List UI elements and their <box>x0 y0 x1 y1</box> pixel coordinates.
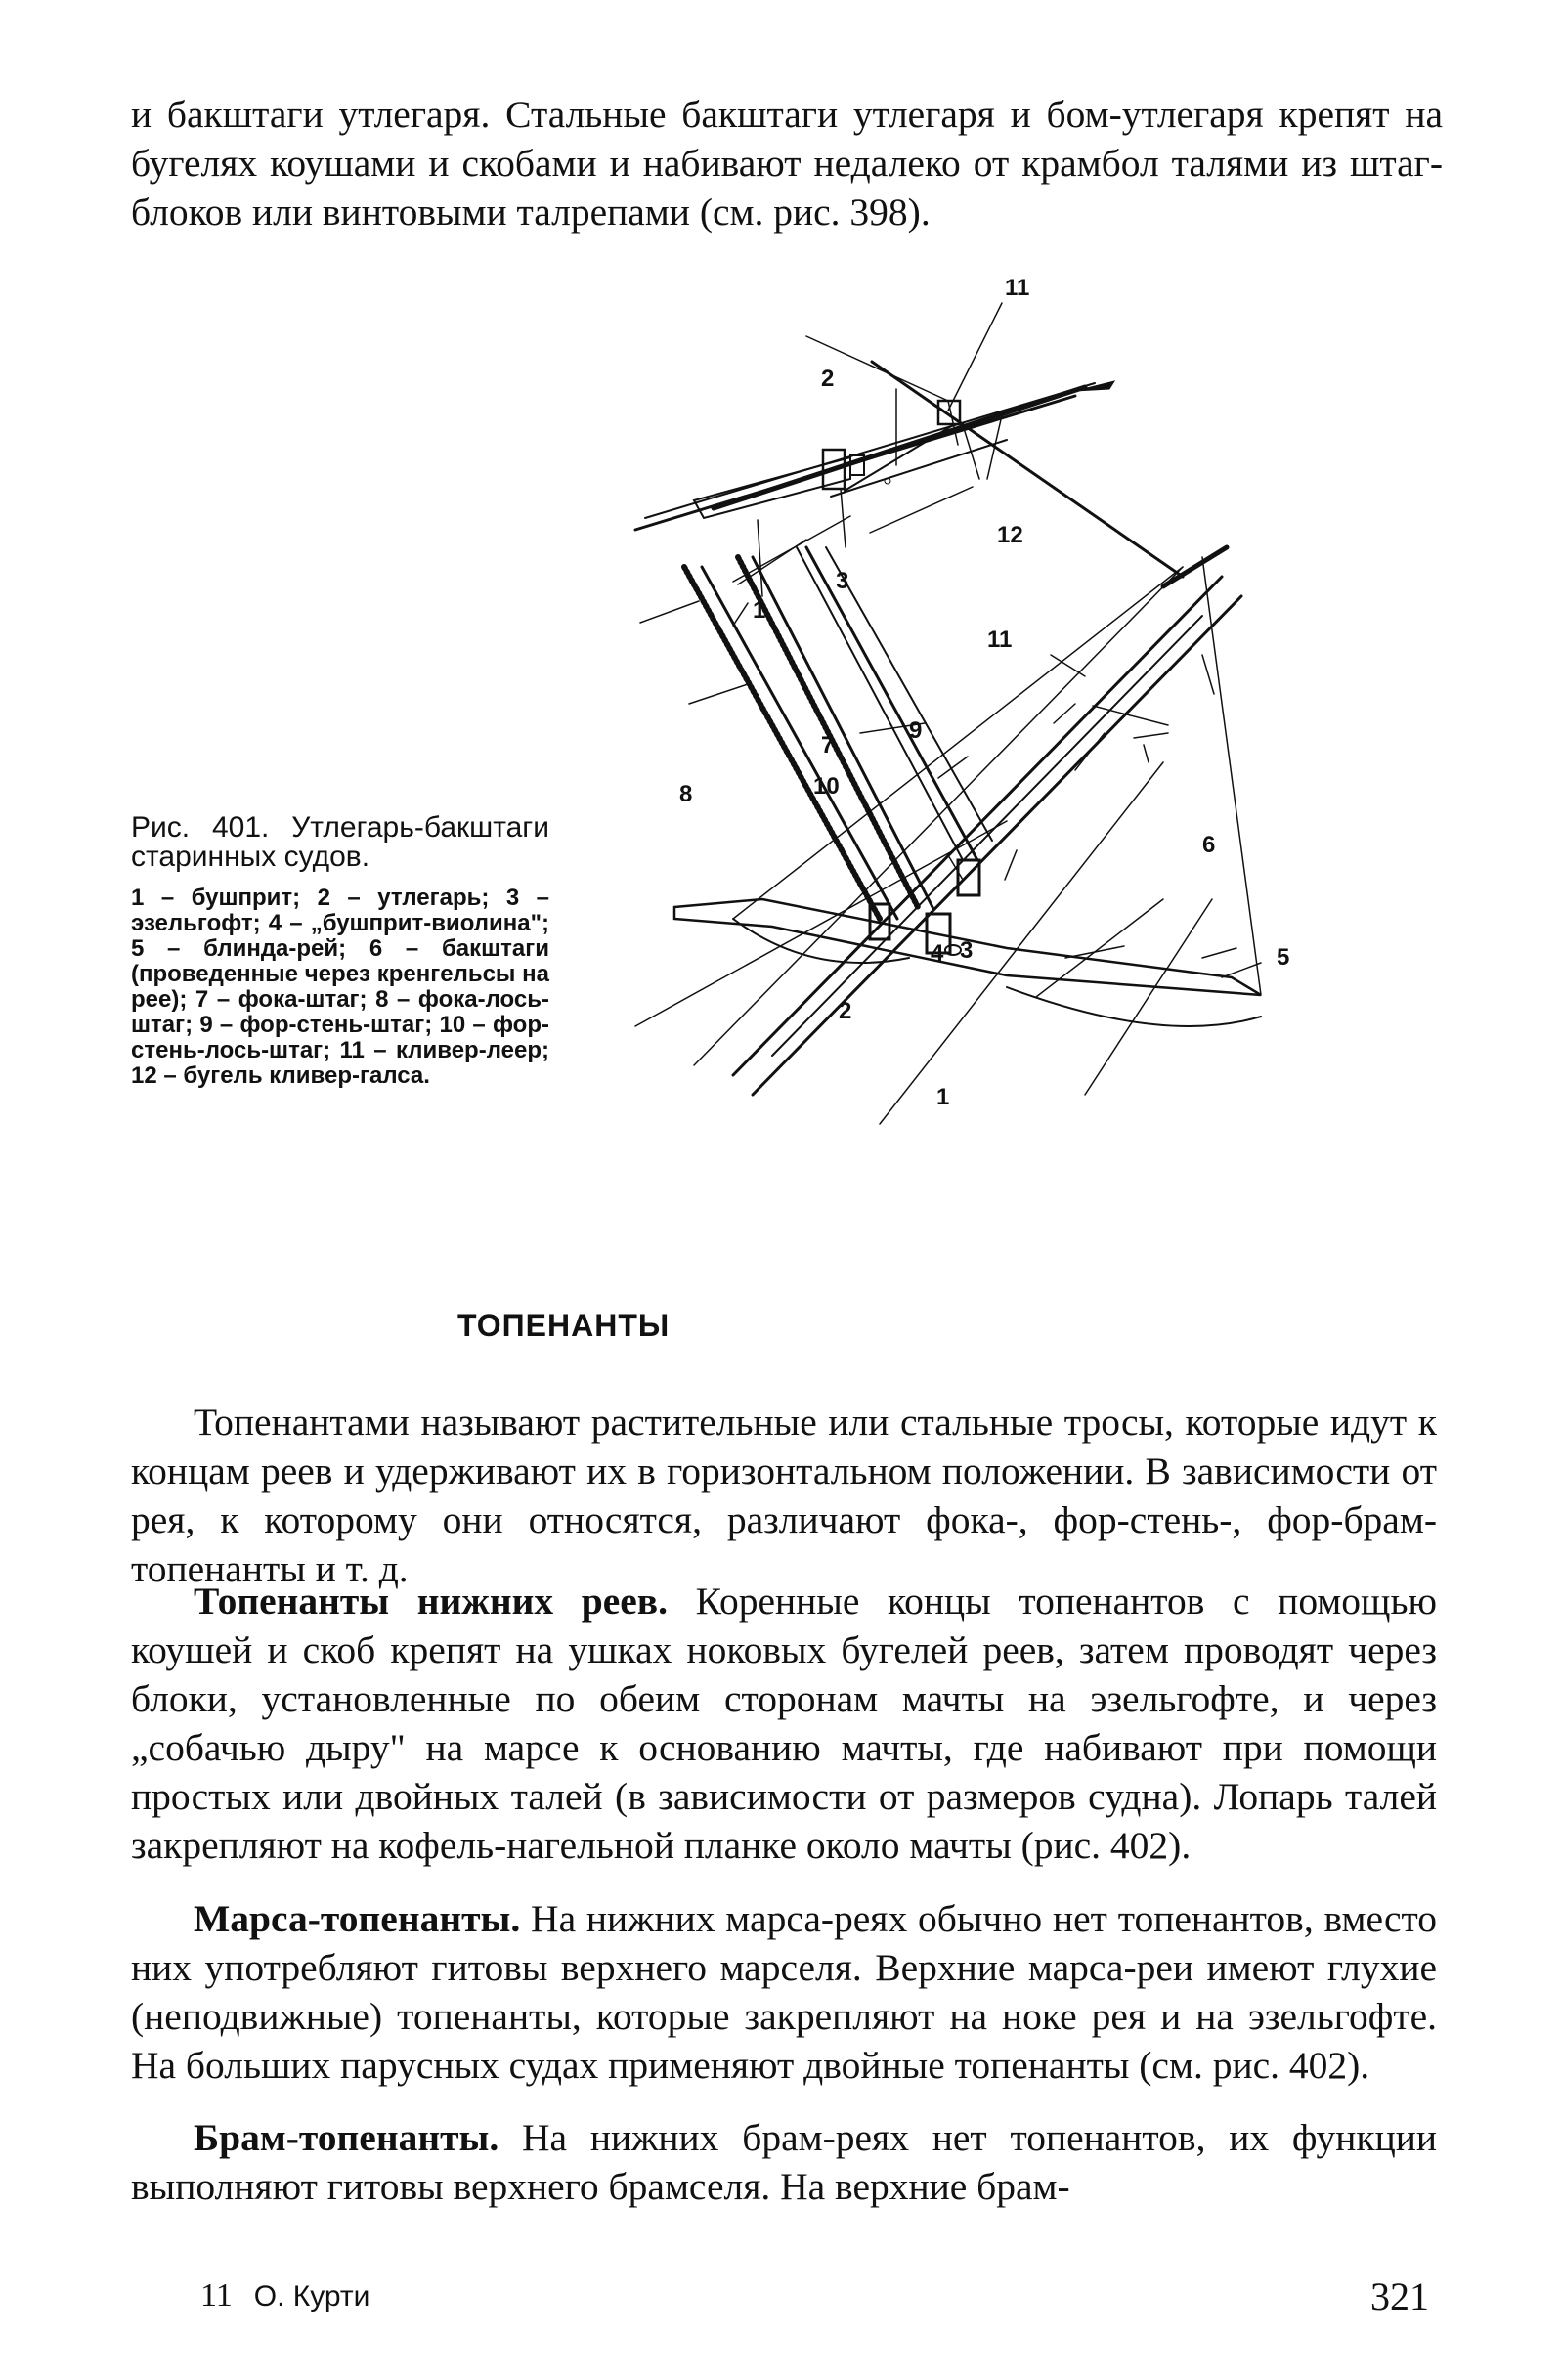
caption-title: Рис. 401. Утлегарь-бакштаги старинных судов. <box>131 811 549 873</box>
marsa-paragraph <box>131 1894 1437 2090</box>
bram-paragraph <box>131 2113 1437 2211</box>
lower-yards-paragraph <box>131 1577 1437 1870</box>
page-number: 321 <box>1370 2274 1429 2318</box>
callout-bot-2: 2 <box>839 998 852 1024</box>
callout-bot-3: 3 <box>960 937 974 964</box>
callout-bot-7: 7 <box>821 732 835 758</box>
callout-bot-5: 5 <box>1277 944 1290 971</box>
signature-number: 11 <box>200 2277 233 2314</box>
top-paragraph: и бакштаги утлегаря. Стальные бакштаги утлегаря и бом-утлегаря крепят на бугелях коушами и скобами и набивают недалеко от крамбол талями из штаг-блоков или винтовыми талрепами (см. рис. 398). <box>131 93 1443 234</box>
callout-bot-1: 1 <box>936 1084 950 1110</box>
caption-legend: 1 – бушприт; 2 – утлегарь; 3 – эзельгофт; 4 – „бушприт-виолина"; 5 – блинда-рей; 6 – бакштаги (проведенные через кренгельсы на рее); 7 – фока-штаг; 8 – фока-лось-штаг; 9 – фор-стень-штаг; 10 – фор-стень-лось-штаг; 11 – кливер-леер; 12 – бугель кливер-галса. <box>131 885 549 1089</box>
callout-top-2: 2 <box>821 366 835 392</box>
callout-top-1: 1 <box>753 597 766 624</box>
marsa-text: На нижних марса-реях обычно нет топенантов, вместо них употребляют гитовы верхнего марселя. Верхние марса-реи имеют глухие (неподвижные) топенанты, которые закрепляют на ноке рея и на эзельгофте. На больших парусных судах применяют двойные топенанты (см. рис. 402). <box>131 1897 1438 2087</box>
callout-bot-10: 10 <box>813 773 840 800</box>
lower-yards-text: Коренные концы топенантов с помощью коушей и скоб крепят на ушках ноковых бугелей реев, затем проводят через блоки, установленные по обеим сторонам мачты на эзельгофте, и через „собачью дыру" на марсе к основанию мачты, где набивают при помощи простых или двойных талей (в зависимости от размеров судна). Лопарь талей закрепляют на кофель-нагельной планке около мачты (рис. 402). <box>131 1579 1437 1867</box>
callout-bot-4: 4 <box>931 940 944 967</box>
figure-caption <box>131 813 549 1089</box>
rigging-figure <box>616 274 1417 1310</box>
callout-bot-11: 11 <box>987 627 1013 653</box>
section-heading: ТОПЕНАНТЫ <box>457 1308 671 1343</box>
callout-top-11: 11 <box>1005 275 1030 301</box>
callout-bot-9: 9 <box>909 717 923 744</box>
callout-top-3: 3 <box>836 568 849 594</box>
leader-bot-7b <box>738 540 806 584</box>
lower-yards-run-in: Топенанты нижних реев. <box>194 1579 668 1623</box>
bram-text: На нижних брам-реях нет топенантов, их функции выполняют гитовы верхнего брамселя. На верхние брам- <box>131 2116 1437 2208</box>
leader-bot-11 <box>987 415 1002 479</box>
top-sketch <box>635 381 1114 530</box>
callout-bot-6: 6 <box>1202 832 1216 858</box>
bottom-sketch <box>635 362 1261 1124</box>
footer-signature <box>200 2277 369 2315</box>
callout-bot-8: 8 <box>679 781 693 807</box>
bram-run-in: Брам-топенанты. <box>194 2116 499 2159</box>
footer-author: О. Курти <box>253 2280 370 2313</box>
intro-paragraph: Топенантами называют растительные или стальные тросы, которые идут к концам реев и удерживают их в горизонтальном положении. В зависимости от рея, к которому они относятся, различают фока-, фор-стень-, фор-брам-топенанты и т. д. <box>131 1401 1437 1590</box>
marsa-run-in: Марса-топенанты. <box>194 1897 521 1940</box>
callout-top-12: 12 <box>997 522 1023 548</box>
